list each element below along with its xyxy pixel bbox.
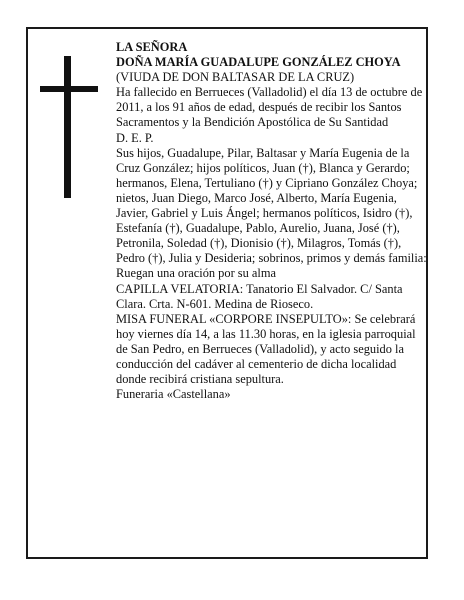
funeral-home: Funeraria «Castellana» [116, 387, 231, 402]
cross-horizontal-bar [40, 86, 98, 92]
latin-cross-icon [40, 56, 98, 198]
family-list: Sus hijos, Guadalupe, Pilar, Baltasar y María Eugenia de la Cruz González; hijos políticos, Juan (†), Blanca y Gerardo; hermanos, Elena, Tertuliano (†) y Cipriano González Choya; nietos, Juan Diego, Marco José, Alberto, María Eugenia, Javier, Gabriel y Luis Ángel; hermanos políticos, Isidro (†), Estefanía (†), Guadalupe, Pablo, Aurelio, Juana, José (†), Petronila, Soledad (†), Dionisio (†), Milagros, Tomás (†), Pedro (†), Julia y Desideria; sobrinos, primos y demás familia: [116, 145, 427, 266]
rip-line: D. E. P. [116, 130, 154, 145]
widow-line: (VIUDA DE DON BALTASAR DE LA CRUZ) [116, 70, 355, 85]
chapel-info: CAPILLA VELATORIA: Tanatorio El Salvador. C/ Santa Clara. Crta. N-601. Medina de Rioseco. [116, 281, 403, 311]
cross-vertical-bar [64, 56, 71, 198]
deceased-name: DOÑA MARÍA GUADALUPE GONZÁLEZ CHOYA [116, 55, 401, 70]
death-notice: Ha fallecido en Berrueces (Valladolid) el día 13 de octubre de 2011, a los 91 años de edad, después de recibir los Santos Sacramentos y la Bendición Apostólica de Su Santidad [116, 85, 423, 130]
heading-title: LA SEÑORA [116, 40, 188, 54]
prayer-line: Ruegan una oración por su alma [116, 266, 276, 281]
obituary-text [116, 40, 428, 402]
mass-info: MISA FUNERAL «CORPORE INSEPULTO»: Se celebrará hoy viernes día 14, a las 11.30 horas, en la iglesia parroquial de San Pedro, en Berrueces (Valladolid), y acto seguido la conducción del cadáver al cementerio de dicha localidad donde recibirá cristiana sepultura. [116, 311, 416, 387]
